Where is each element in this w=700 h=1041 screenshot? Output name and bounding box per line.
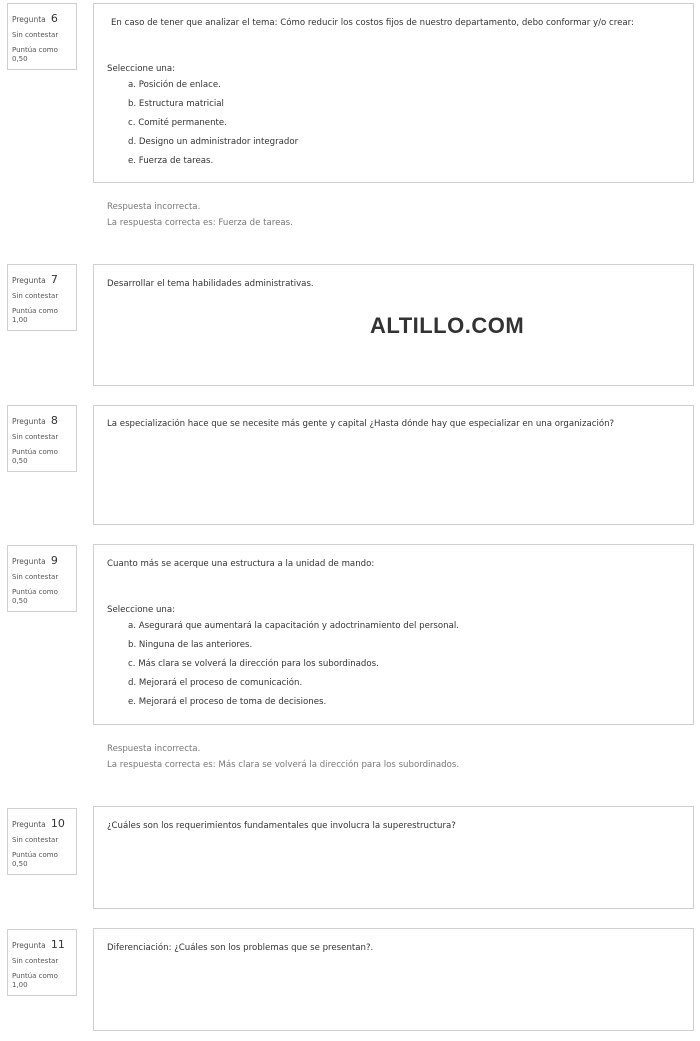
feedback-correct-answer: La respuesta correcta es: Fuerza de tareas. (107, 218, 293, 228)
question-info-8 (7, 405, 77, 472)
question-state: Sin contestar (12, 957, 59, 965)
question-mark: Puntúa como 0,50 (12, 46, 58, 63)
question-text: Desarrollar el tema habilidades administrativas. (107, 279, 314, 289)
question-number: Pregunta 6 (12, 12, 58, 25)
answer-list (128, 79, 298, 174)
question-content-7 (93, 264, 694, 386)
feedback-status: Respuesta incorrecta. (107, 744, 201, 754)
question-text: Diferenciación: ¿Cuáles son los problemas que se presentan?. (107, 943, 374, 953)
question-content-6 (93, 3, 694, 183)
question-state: Sin contestar (12, 292, 59, 300)
answer-option: a. Posición de enlace. (128, 80, 221, 90)
answer-option: b. Estructura matricial (128, 99, 224, 109)
question-state: Sin contestar (12, 836, 59, 844)
answer-option: c. Comité permanente. (128, 118, 227, 128)
answer-prompt: Seleccione una: (107, 605, 176, 615)
answer-option: d. Mejorará el proceso de comunicación. (128, 678, 303, 688)
question-info-6 (7, 3, 77, 70)
question-text: En caso de tener que analizar el tema: Cómo reducir los costos fijos de nuestro departamento, debo conformar y/o crear: (111, 18, 634, 28)
question-text: La especialización hace que se necesite más gente y capital ¿Hasta dónde hay que especializar en una organización? (107, 419, 615, 429)
question-mark: Puntúa como 0,50 (12, 448, 58, 465)
question-number: Pregunta 11 (12, 938, 65, 951)
question-number: Pregunta 9 (12, 554, 58, 567)
question-number: Pregunta 10 (12, 817, 65, 830)
answer-list (128, 620, 459, 715)
watermark-logo: ALTILLO.COM (370, 313, 525, 338)
question-content-9 (93, 544, 694, 725)
question-mark: Puntúa como 1,00 (12, 307, 58, 324)
question-state: Sin contestar (12, 31, 59, 39)
question-info-7 (7, 264, 77, 331)
question-content-10 (93, 806, 694, 909)
question-info-10 (7, 808, 77, 875)
question-text: ¿Cuáles son los requerimientos fundamentales que involucra la superestructura? (107, 821, 456, 831)
question-state: Sin contestar (12, 433, 59, 441)
question-feedback-9 (107, 741, 459, 773)
question-text: Cuanto más se acerque una estructura a la unidad de mando: (107, 559, 375, 569)
question-state: Sin contestar (12, 573, 59, 581)
question-info-11 (7, 929, 77, 996)
question-content-8 (93, 405, 694, 525)
answer-option: b. Ninguna de las anteriores. (128, 640, 253, 650)
answer-prompt: Seleccione una: (107, 64, 176, 74)
answer-option: e. Mejorará el proceso de toma de decisiones. (128, 697, 327, 707)
answer-option: d. Designo un administrador integrador (128, 137, 299, 147)
question-mark: Puntúa como 0,50 (12, 851, 58, 868)
question-mark: Puntúa como 0,50 (12, 588, 58, 605)
feedback-status: Respuesta incorrecta. (107, 202, 201, 212)
question-info-9 (7, 545, 77, 612)
question-content-11 (93, 928, 694, 1031)
question-feedback-6 (107, 199, 293, 231)
answer-option: c. Más clara se volverá la dirección para los subordinados. (128, 659, 379, 669)
answer-option: e. Fuerza de tareas. (128, 156, 214, 166)
question-number: Pregunta 7 (12, 273, 58, 286)
question-number: Pregunta 8 (12, 414, 58, 427)
question-mark: Puntúa como 1,00 (12, 972, 58, 989)
answer-option: a. Asegurará que aumentará la capacitación y adoctrinamiento del personal. (128, 621, 459, 631)
feedback-correct-answer: La respuesta correcta es: Más clara se volverá la dirección para los subordinados. (107, 760, 460, 770)
